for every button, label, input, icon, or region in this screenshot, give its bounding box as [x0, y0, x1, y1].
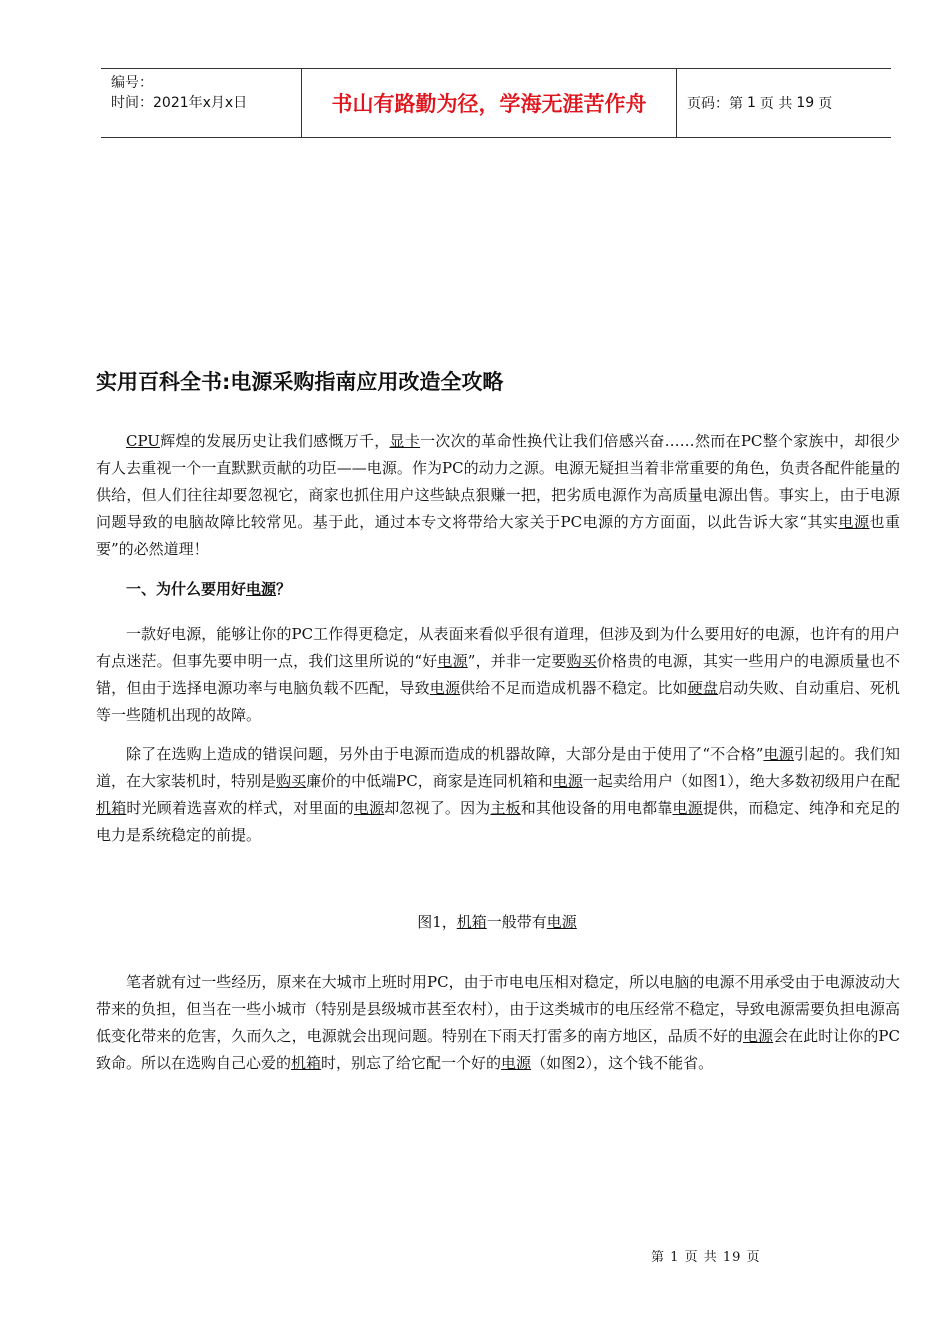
text: 引起的。我们知道，在大家装机时，特别是 [96, 745, 900, 790]
link-hdd[interactable]: 硬盘 [687, 679, 719, 697]
link-case[interactable]: 机箱 [96, 799, 127, 817]
text: 一、为什么要用好 [126, 580, 247, 598]
page-end: 页 [818, 96, 833, 112]
text: 价格贵的电源，其实一些用户的电源质量也不错，但由于选择电源功率与电脑负载不匹配，导致 [96, 652, 900, 697]
figure-caption [0, 911, 950, 932]
link-psu[interactable]: 电源 [763, 745, 794, 763]
page-title: 实用百科全书:电源采购指南应用改造全攻略 [96, 370, 504, 394]
page-total: 19 [796, 95, 815, 111]
link-psu[interactable]: 电源 [353, 799, 385, 817]
header-meta [101, 69, 302, 137]
link-psu[interactable]: 电源 [429, 679, 461, 697]
link-psu[interactable]: 电源 [501, 1054, 532, 1072]
time-label: 时间：2021年x月x日 [111, 95, 248, 111]
text: 时，别忘了给它配一个好的 [321, 1054, 502, 1072]
section-heading-1 [126, 578, 291, 599]
text: 一起卖给用户（如图1），绝大多数初级用户在配 [582, 772, 900, 790]
text: 页 [684, 1250, 699, 1265]
text: ？ [276, 580, 292, 598]
text: 启动失败、自动重启、死机等一些随机出现的故障。 [96, 679, 900, 724]
link-psu[interactable]: 电源 [437, 652, 468, 670]
text: 共 [703, 1250, 718, 1265]
link-buy[interactable]: 购买 [276, 772, 307, 790]
text: ”，并非一定要 [467, 652, 567, 670]
text: 图1， [417, 913, 457, 931]
text: 会在此时让你的PC致命。所以在选购自己心爱的 [96, 1027, 900, 1072]
text: 时光顾着选喜欢的样式，对里面的 [126, 799, 354, 817]
text: 除了在选购上造成的错误问题，另外由于电源而造成的机器故障，大部分是由于使用了“不合格” [126, 745, 764, 763]
text: 却忽视了。因为 [384, 799, 491, 817]
text: 也重要”的必然道理！ [96, 513, 900, 558]
text: 提供，而稳定、纯净和充足的电力是系统稳定的前提。 [96, 799, 900, 844]
link-psu[interactable]: 电源 [838, 513, 870, 531]
footer-page-total: 19 [722, 1250, 742, 1265]
text: 一次次的革命性换代让我们倍感兴奋……然而在PC整个家族中，却很少有人去重视一个一直默默贡献的功臣——电源。作为PC的动力之源。电源无疑担当着非常重要的角色，负责各配件能量的供给，但人们往往却要忽视它，商家也抓住用户这些缺点狠赚一把，把劣质电源作为高质量电源出售。事实上，由于电源问题导致的电脑故障比较常见。基于此，通过本专文将带给大家关于PC电源的方方面面，以此告诉大家“其实 [96, 432, 900, 531]
link-motherboard[interactable]: 主板 [490, 799, 521, 817]
page-footer [651, 1246, 761, 1265]
text: 一款好电源，能够让你的PC工作得更稳定，从表面来看似乎很有道理，但涉及到为什么要用好的电源，也许有的用户有点迷茫。但事先要申明一点，我们这里所说的“好 [96, 625, 900, 670]
paragraph-2 [96, 621, 900, 729]
link-cpu[interactable]: CPU [126, 432, 160, 450]
document-header [101, 68, 891, 138]
page-mid: 页 共 [759, 96, 793, 112]
page-label: 页码：第 [687, 96, 743, 112]
paragraph-intro [96, 428, 900, 563]
text: 和其他设备的用电都靠 [520, 799, 673, 817]
number-label: 编号： [111, 75, 153, 91]
paragraph-3 [96, 741, 900, 849]
link-psu[interactable]: 电源 [672, 799, 703, 817]
footer-page-number: 1 [670, 1250, 680, 1265]
text: （如图2），这个钱不能省。 [531, 1054, 714, 1072]
header-motto: 书山有路勤为径，学海无涯苦作舟 [302, 69, 677, 137]
text: 第 [651, 1250, 666, 1265]
link-psu[interactable]: 电源 [246, 580, 277, 598]
paragraph-4 [96, 969, 900, 1077]
header-page-info [677, 69, 891, 137]
link-buy[interactable]: 购买 [566, 652, 597, 670]
text: 廉价的中低端PC，商家是连同机箱和 [306, 772, 553, 790]
link-case[interactable]: 机箱 [291, 1054, 322, 1072]
link-case[interactable]: 机箱 [456, 913, 487, 931]
link-psu[interactable]: 电源 [546, 913, 577, 931]
link-psu[interactable]: 电源 [742, 1027, 774, 1045]
text: 供给不足而造成机器不稳定。比如 [460, 679, 688, 697]
text: 辉煌的发展历史让我们感慨万千， [159, 432, 390, 450]
link-psu[interactable]: 电源 [552, 772, 583, 790]
link-gpu[interactable]: 显卡 [389, 432, 421, 450]
text: 笔者就有过一些经历，原来在大城市上班时用PC，由于市电电压相对稳定，所以电脑的电源不用承受由于电源波动大带来的负担，但当在一些小城市（特别是县级城市甚至农村），由于这类城市的电压经常不稳定，导致电源需要负担电源高低变化带来的危害，久而久之，电源就会出现问题。特别在下雨天打雷多的南方地区，品质不好的 [96, 973, 900, 1045]
text: 页 [746, 1250, 761, 1265]
page-number: 1 [747, 95, 756, 111]
text: 一般带有 [486, 913, 547, 931]
